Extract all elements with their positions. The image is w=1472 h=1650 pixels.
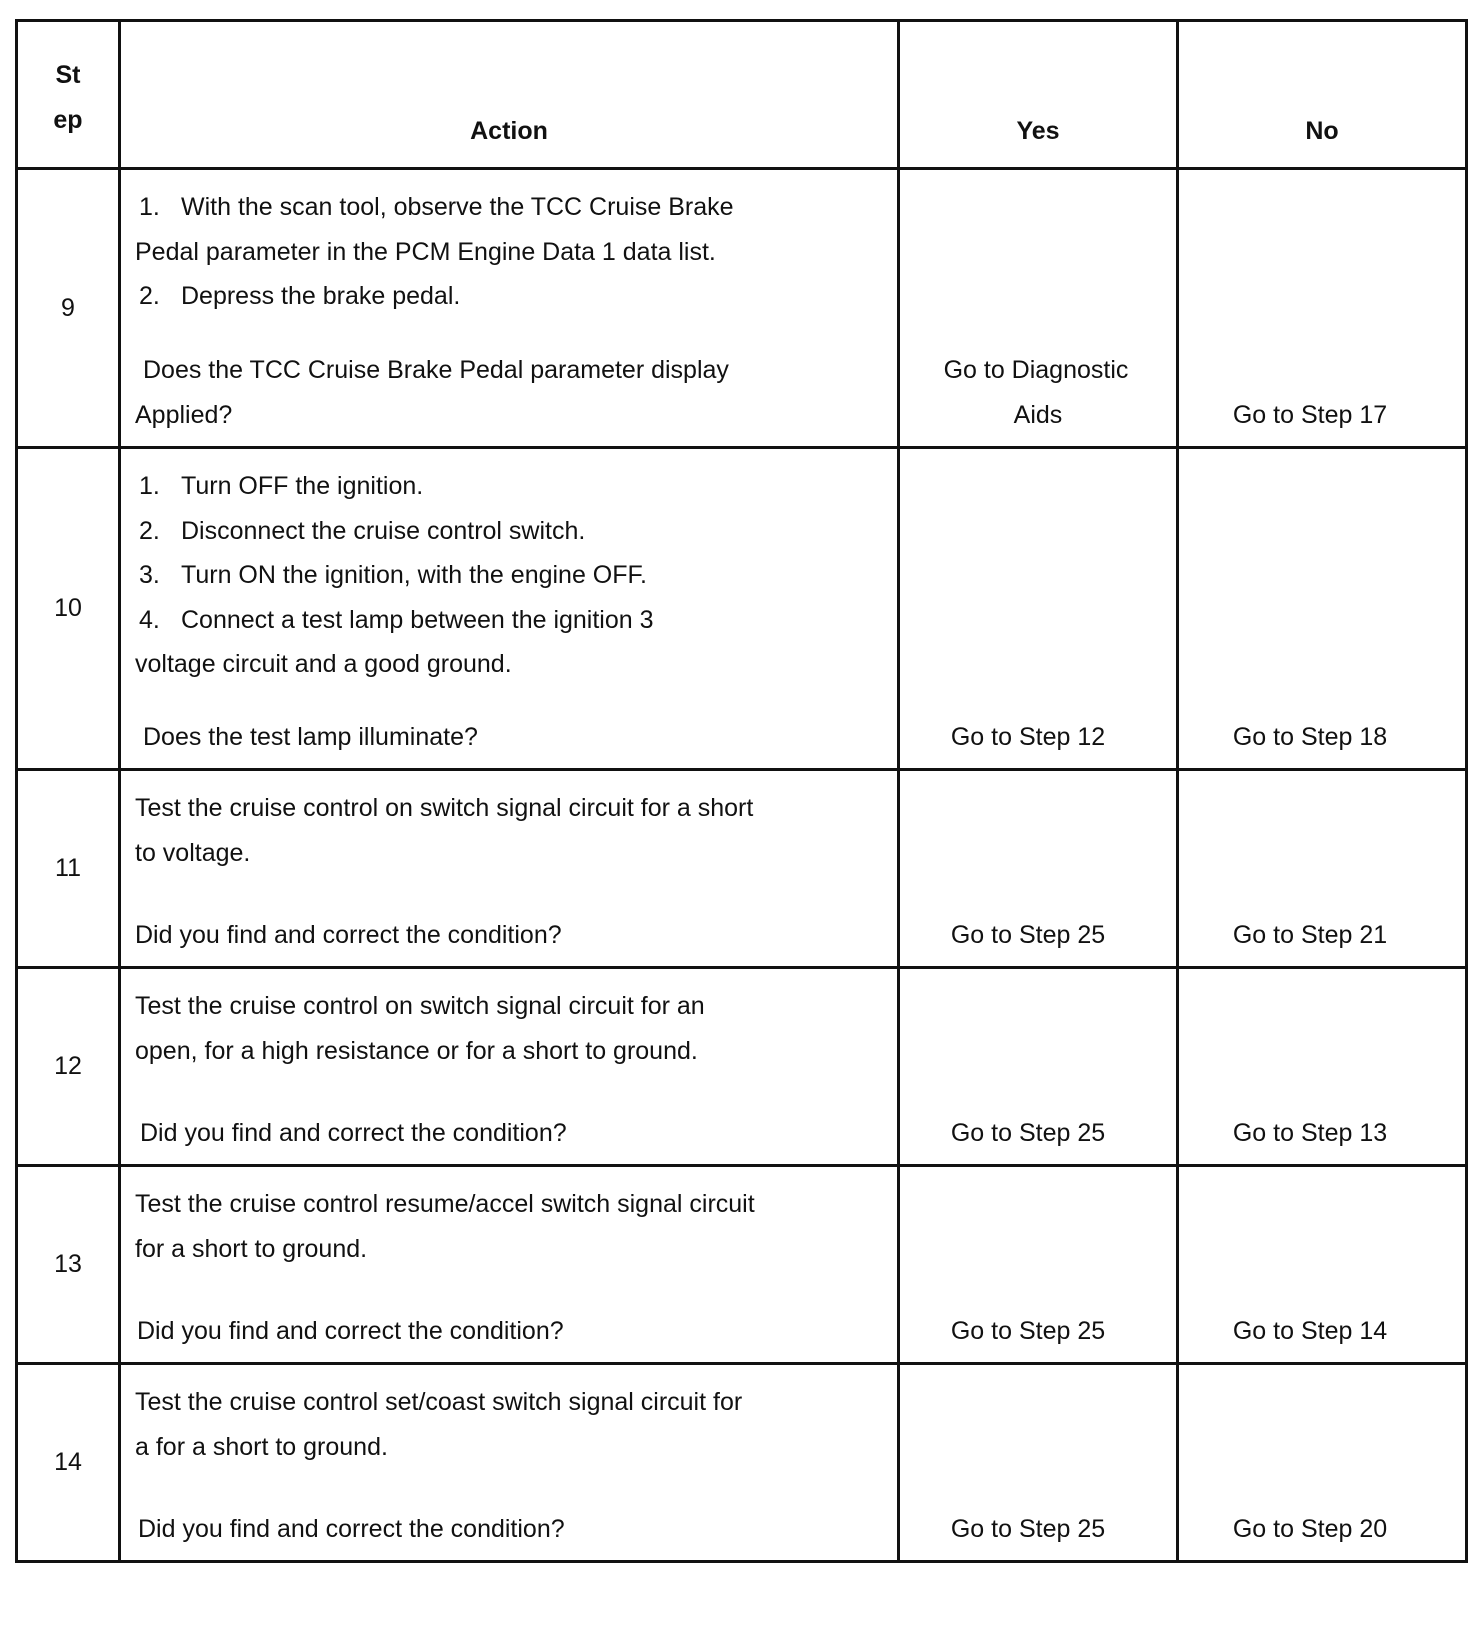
action-item: 1. With the scan tool, observe the TCC Cruise Brake Pedal parameter in the PCM Engine Data 1 data list. bbox=[135, 193, 734, 266]
header-step bbox=[17, 21, 120, 169]
step-number: 11 bbox=[17, 770, 120, 968]
action-text-line: Test the cruise control on switch signal circuit for an bbox=[135, 992, 705, 1020]
action-cell bbox=[120, 169, 899, 448]
action-text-line: open, for a high resistance or for a short to ground. bbox=[135, 1036, 698, 1065]
yes-cell bbox=[899, 169, 1178, 448]
step-number: 12 bbox=[17, 968, 120, 1166]
yes-cell bbox=[899, 770, 1178, 968]
action-question: Did you find and correct the condition? bbox=[138, 1514, 565, 1543]
action-question: Does the TCC Cruise Brake Pedal parameter display Applied? bbox=[135, 356, 729, 429]
no-cell bbox=[1178, 448, 1467, 770]
action-cell bbox=[120, 1364, 899, 1562]
action-question: Did you find and correct the condition? bbox=[140, 1118, 567, 1147]
step-number: 10 bbox=[17, 448, 120, 770]
action-text-line: Test the cruise control set/coast switch signal circuit for bbox=[135, 1388, 743, 1416]
no-cell bbox=[1178, 1166, 1467, 1364]
action-text-line: Test the cruise control on switch signal circuit for a short bbox=[135, 794, 754, 822]
table-row bbox=[17, 968, 1467, 1166]
header-yes: Yes bbox=[899, 21, 1178, 169]
no-cell bbox=[1178, 770, 1467, 968]
table-row bbox=[17, 1166, 1467, 1364]
action-item: 2. Depress the brake pedal. bbox=[139, 282, 461, 310]
no-cell bbox=[1178, 169, 1467, 448]
action-text-line: to voltage. bbox=[135, 838, 251, 867]
action-cell bbox=[120, 770, 899, 968]
no-result[interactable]: Go to Step 13 bbox=[1232, 1118, 1388, 1147]
header-row bbox=[17, 21, 1467, 169]
yes-cell bbox=[899, 968, 1178, 1166]
action-cell bbox=[120, 448, 899, 770]
table-row bbox=[17, 770, 1467, 968]
step-number: 13 bbox=[17, 1166, 120, 1364]
no-cell bbox=[1178, 1364, 1467, 1562]
action-text-line: Test the cruise control resume/accel switch signal circuit bbox=[135, 1190, 755, 1218]
yes-result[interactable]: Go to Step 25 bbox=[950, 1514, 1106, 1543]
action-text-line: a for a short to ground. bbox=[135, 1432, 388, 1461]
table-row bbox=[17, 448, 1467, 770]
step-number: 9 bbox=[17, 169, 120, 448]
action-item: 1. Turn OFF the ignition. bbox=[139, 472, 424, 500]
action-item: 4. Connect a test lamp between the ignition 3 voltage circuit and a good ground. bbox=[135, 605, 654, 678]
yes-result[interactable]: Go to Step 12 bbox=[950, 722, 1106, 751]
header-no: No bbox=[1178, 21, 1467, 169]
no-result[interactable]: Go to Step 17 bbox=[1232, 400, 1388, 429]
action-item: 2. Disconnect the cruise control switch. bbox=[139, 516, 586, 545]
no-result[interactable]: Go to Step 20 bbox=[1232, 1514, 1388, 1543]
header-step-line1: St bbox=[55, 61, 81, 89]
no-result[interactable]: Go to Step 14 bbox=[1232, 1316, 1388, 1345]
step-number: 14 bbox=[17, 1364, 120, 1562]
yes-result[interactable]: Go to Diagnostic Aids bbox=[943, 356, 1129, 429]
yes-cell bbox=[899, 1166, 1178, 1364]
action-question: Did you find and correct the condition? bbox=[137, 1316, 564, 1345]
no-cell bbox=[1178, 968, 1467, 1166]
no-result[interactable]: Go to Step 18 bbox=[1232, 722, 1388, 751]
table-row bbox=[17, 169, 1467, 448]
action-cell bbox=[120, 968, 899, 1166]
header-action: Action bbox=[120, 21, 899, 169]
yes-result[interactable]: Go to Step 25 bbox=[950, 1316, 1106, 1345]
action-cell bbox=[120, 1166, 899, 1364]
no-result[interactable]: Go to Step 21 bbox=[1232, 920, 1388, 949]
diagnostic-table bbox=[15, 19, 1468, 1563]
header-step-line2: ep bbox=[53, 105, 83, 134]
action-question: Did you find and correct the condition? bbox=[135, 920, 562, 949]
action-text-line: for a short to ground. bbox=[135, 1234, 368, 1263]
table-row bbox=[17, 1364, 1467, 1562]
yes-result[interactable]: Go to Step 25 bbox=[950, 1118, 1106, 1147]
action-question: Does the test lamp illuminate? bbox=[143, 722, 478, 751]
action-item: 3. Turn ON the ignition, with the engine OFF. bbox=[139, 561, 647, 589]
yes-result[interactable]: Go to Step 25 bbox=[950, 920, 1106, 949]
yes-cell bbox=[899, 448, 1178, 770]
yes-cell bbox=[899, 1364, 1178, 1562]
